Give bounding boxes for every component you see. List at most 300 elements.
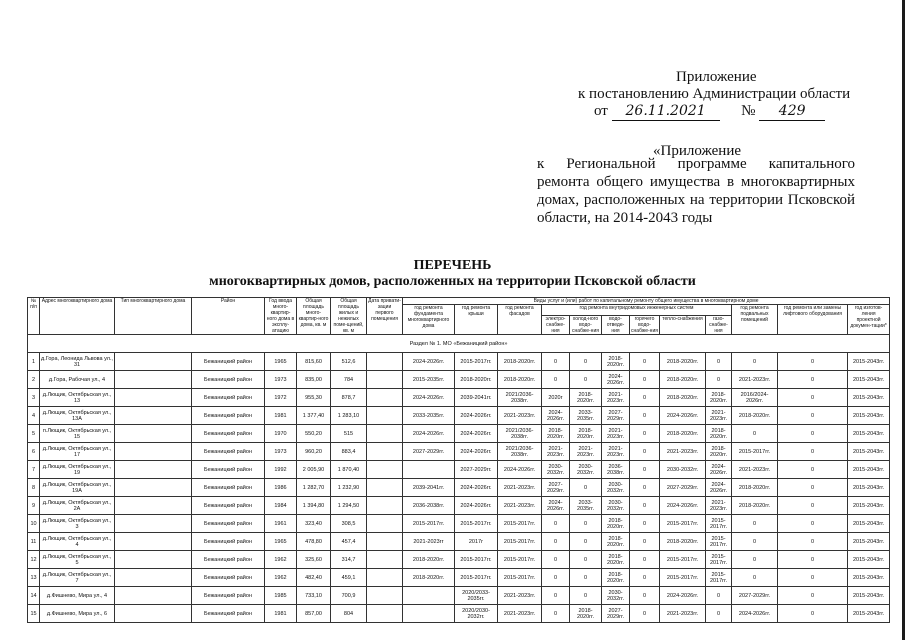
row-hot-water: 0 [630, 461, 660, 479]
row-hot-water: 0 [630, 515, 660, 533]
row-hot-water: 0 [630, 533, 660, 551]
row-design-doc: 2015-2043гг. [848, 515, 890, 533]
col-elevator: год ремонта или замены лифтового оборудования [778, 305, 848, 335]
row-basement: 2024-2026гг. [732, 605, 778, 623]
row-district: Бежаницкий район [192, 497, 265, 515]
row-number: 2 [28, 371, 40, 389]
table-row [28, 353, 890, 371]
row-address: д.Лющик, Октябрьская ул., 13 [40, 389, 115, 407]
row-heat: 2021-2023гг. [660, 605, 706, 623]
row-priv-date [367, 605, 403, 623]
row-sewer: 2021-2023гг. [602, 389, 630, 407]
row-living-area: 314,7 [331, 551, 367, 569]
row-number: 13 [28, 569, 40, 587]
row-district: Бежаницкий район [192, 605, 265, 623]
row-elevator: 0 [778, 551, 848, 569]
row-living-area: 515 [331, 425, 367, 443]
row-facade: 2021/2036-2038гг. [498, 443, 542, 461]
row-elevator: 0 [778, 497, 848, 515]
row-cold-water: 2018-2020гг. [570, 425, 602, 443]
col-foundation: год ремонта фундамента многоквартирного дома [403, 305, 455, 335]
row-cold-water: 0 [570, 353, 602, 371]
row-address: д.Лющик, Октябрьская ул., 2А [40, 497, 115, 515]
row-total-area: 2 005,90 [297, 461, 331, 479]
row-address: д.Гора, Леонида Львова ул., 31 [40, 353, 115, 371]
row-elevator: 0 [778, 587, 848, 605]
row-number: 8 [28, 479, 40, 497]
row-total-area: 323,40 [297, 515, 331, 533]
row-hot-water: 0 [630, 389, 660, 407]
row-sewer: 2018-2020гг. [602, 353, 630, 371]
row-number: 7 [28, 461, 40, 479]
row-type [115, 461, 192, 479]
row-elevator: 0 [778, 479, 848, 497]
row-number: 5 [28, 425, 40, 443]
row-electric: 0 [542, 533, 570, 551]
row-foundation: 2021-2023гг [403, 533, 455, 551]
row-priv-date [367, 497, 403, 515]
row-roof: 2015-2017гг. [455, 569, 498, 587]
table-row [28, 407, 890, 425]
row-district: Бежаницкий район [192, 533, 265, 551]
row-gas: 2015-2017гг. [706, 551, 732, 569]
row-district: Бежаницкий район [192, 407, 265, 425]
row-design-doc: 2015-2043гг. [848, 425, 890, 443]
row-living-area: 1 870,40 [331, 461, 367, 479]
row-number: 11 [28, 533, 40, 551]
row-heat: 2015-2017гг. [660, 515, 706, 533]
row-cold-water: 2018-2020гг. [570, 389, 602, 407]
row-heat: 2024-2026гг. [660, 497, 706, 515]
row-sewer: 2021-2023гг. [602, 425, 630, 443]
row-facade: 2018-2020гг. [498, 353, 542, 371]
row-design-doc: 2015-2043гг. [848, 479, 890, 497]
row-basement: 2018-2020гг. [732, 479, 778, 497]
row-facade: 2021-2023гг. [498, 587, 542, 605]
row-roof: 2020/2030-2032гг. [455, 605, 498, 623]
row-address: д.Лющик, Октябрьская ул., 19 [40, 461, 115, 479]
row-design-doc: 2015-2043гг. [848, 551, 890, 569]
table-row [28, 515, 890, 533]
ot-label: от [594, 103, 608, 119]
row-electric: 0 [542, 605, 570, 623]
col-num: № п/п [28, 298, 40, 335]
row-gas: 0 [706, 353, 732, 371]
row-type [115, 425, 192, 443]
table-row [28, 569, 890, 587]
row-type [115, 533, 192, 551]
row-roof: 2020/2033-2035гг. [455, 587, 498, 605]
row-electric: 2021-2023гг. [542, 443, 570, 461]
col-hot-water: горячего водо-снабже-ния [631, 316, 658, 334]
program-description: к Региональной программе капитального ремонта общего имущества в многоквартирных домах, расположенных на территории Псковской области, на 2014-2043 годы [537, 156, 855, 226]
row-year: 1986 [265, 479, 297, 497]
row-basement: 2021-2023гг. [732, 371, 778, 389]
row-priv-date [367, 551, 403, 569]
row-hot-water: 0 [630, 587, 660, 605]
row-elevator: 0 [778, 371, 848, 389]
row-electric: 0 [542, 569, 570, 587]
row-priv-date [367, 371, 403, 389]
row-gas: 2018-2020гг. [706, 443, 732, 461]
row-design-doc: 2015-2043гг. [848, 389, 890, 407]
row-basement: 2021-2023гг. [732, 461, 778, 479]
row-year: 1985 [265, 587, 297, 605]
row-elevator: 0 [778, 533, 848, 551]
row-cold-water: 0 [570, 371, 602, 389]
row-foundation: 2027-2029гг. [403, 443, 455, 461]
row-cold-water: 2033-2035гг. [570, 497, 602, 515]
row-heat: 2024-2026гг. [660, 587, 706, 605]
row-electric: 2020г [542, 389, 570, 407]
row-number: 9 [28, 497, 40, 515]
row-basement: 2018-2020гг. [732, 497, 778, 515]
row-number: 12 [28, 551, 40, 569]
row-priv-date [367, 533, 403, 551]
row-design-doc: 2015-2043гг. [848, 587, 890, 605]
row-roof: 2015-2017гг. [455, 515, 498, 533]
row-living-area: 784 [331, 371, 367, 389]
row-elevator: 0 [778, 569, 848, 587]
row-hot-water: 0 [630, 425, 660, 443]
row-address: д.Лющик, Октябрьская ул., 13А [40, 407, 115, 425]
row-foundation: 2024-2026гг. [403, 425, 455, 443]
row-cold-water: 0 [570, 515, 602, 533]
row-gas: 2015-2017гг. [706, 569, 732, 587]
row-basement: 0 [732, 515, 778, 533]
row-gas: 2021-2023гг. [706, 497, 732, 515]
row-cold-water: 0 [570, 479, 602, 497]
row-year: 1992 [265, 461, 297, 479]
row-year: 1972 [265, 389, 297, 407]
row-district: Бежаницкий район [192, 569, 265, 587]
date-field [612, 102, 720, 121]
row-sewer: 2021-2023гг. [602, 443, 630, 461]
row-sewer: 2018-2020гг. [602, 533, 630, 551]
row-number: 15 [28, 605, 40, 623]
row-hot-water: 0 [630, 407, 660, 425]
table-row [28, 497, 890, 515]
row-cold-water: 2033-2035гг. [570, 407, 602, 425]
table-row [28, 389, 890, 407]
row-heat: 2027-2029гг. [660, 479, 706, 497]
resolution-line: к постановлению Администрации области [578, 86, 851, 102]
row-hot-water: 0 [630, 443, 660, 461]
row-total-area: 955,30 [297, 389, 331, 407]
row-cold-water: 2030-2032гг. [570, 461, 602, 479]
row-total-area: 857,00 [297, 605, 331, 623]
row-living-area: 459,1 [331, 569, 367, 587]
row-electric: 2030-2032гг. [542, 461, 570, 479]
table-row [28, 605, 890, 623]
row-electric: 2027-2029гг. [542, 479, 570, 497]
row-elevator: 0 [778, 407, 848, 425]
row-heat: 2015-2017гг. [660, 551, 706, 569]
row-year: 1973 [265, 443, 297, 461]
row-cold-water: 2018-2020гг. [570, 605, 602, 623]
row-heat: 2018-2020гг. [660, 371, 706, 389]
row-type [115, 569, 192, 587]
row-living-area: 308,5 [331, 515, 367, 533]
row-type [115, 371, 192, 389]
row-facade: 2015-2017гг. [498, 515, 542, 533]
col-cold-water: холод-ного водо-снабже-ния [570, 316, 602, 335]
handwritten-number: 429 [778, 103, 806, 119]
col-basement: год ремонта подвальных помещений [732, 305, 778, 335]
row-number: 14 [28, 587, 40, 605]
row-type [115, 407, 192, 425]
number-label: № [741, 103, 756, 119]
row-gas: 0 [706, 371, 732, 389]
row-sewer: 2018-2020гг. [602, 569, 630, 587]
col-year-built: Год ввода много-квартир-ного дома в эксплу-атацию [265, 298, 297, 335]
row-electric: 0 [542, 353, 570, 371]
row-design-doc: 2015-2043гг. [848, 605, 890, 623]
row-type [115, 515, 192, 533]
document-title: ПЕРЕЧЕНЬ [413, 258, 492, 273]
row-roof: 2024-2026гг. [455, 407, 498, 425]
row-type [115, 389, 192, 407]
table-row [28, 425, 890, 443]
row-design-doc: 2015-2043гг. [848, 569, 890, 587]
row-roof: 2018-2020гг. [455, 371, 498, 389]
row-hot-water: 0 [630, 479, 660, 497]
row-roof: 2024-2026гг. [455, 425, 498, 443]
row-year: 1961 [265, 515, 297, 533]
row-type [115, 353, 192, 371]
row-cold-water: 0 [570, 551, 602, 569]
row-electric: 2024-2026гг. [542, 407, 570, 425]
row-electric: 0 [542, 551, 570, 569]
row-gas: 2021-2023гг. [706, 407, 732, 425]
row-electric: 2018-2020гг. [542, 425, 570, 443]
row-living-area: 1 294,50 [331, 497, 367, 515]
col-facade: год ремонта фасадов [498, 305, 542, 335]
row-year: 1965 [265, 533, 297, 551]
col-type: Тип многоквартирного дома [115, 298, 192, 335]
col-heat: тепло-снабжения [660, 316, 706, 335]
row-total-area: 960,20 [297, 443, 331, 461]
table-row [28, 533, 890, 551]
row-hot-water: 0 [630, 605, 660, 623]
row-basement: 0 [732, 569, 778, 587]
row-design-doc: 2015-2043гг. [848, 407, 890, 425]
row-roof: 2015-2017гг. [455, 353, 498, 371]
row-total-area: 325,60 [297, 551, 331, 569]
table-row [28, 587, 890, 605]
row-year: 1981 [265, 605, 297, 623]
row-total-area: 1 377,40 [297, 407, 331, 425]
row-basement: 2027-2029гг. [732, 587, 778, 605]
row-address: д.Лющик, Октябрьская ул., 3 [40, 515, 115, 533]
row-number: 1 [28, 353, 40, 371]
row-living-area: 1 232,90 [331, 479, 367, 497]
row-elevator: 0 [778, 605, 848, 623]
row-design-doc: 2015-2043гг. [848, 353, 890, 371]
row-district: Бежаницкий район [192, 425, 265, 443]
row-sewer: 2018-2020гг. [602, 551, 630, 569]
row-gas: 2018-2020гг. [706, 389, 732, 407]
row-district: Бежаницкий район [192, 461, 265, 479]
row-number: 6 [28, 443, 40, 461]
row-address: д.Лющик, Октябрьская ул., 7 [40, 569, 115, 587]
row-heat: 2024-2026гг. [660, 407, 706, 425]
col-privatization-date: Дата привати-зации первого помещения [367, 298, 403, 335]
section-row: Раздел № 1. МО «Бежаницкий район» [28, 335, 890, 353]
row-living-area: 878,7 [331, 389, 367, 407]
row-hot-water: 0 [630, 569, 660, 587]
row-district: Бежаницкий район [192, 389, 265, 407]
row-year: 1970 [265, 425, 297, 443]
row-gas: 2024-2026гг. [706, 479, 732, 497]
row-type [115, 443, 192, 461]
handwritten-date: 26.11.2021 [625, 103, 706, 119]
row-roof: 2017г [455, 533, 498, 551]
row-district: Бежаницкий район [192, 587, 265, 605]
row-roof: 2027-2029гг. [455, 461, 498, 479]
row-basement: 2018-2020гг. [732, 407, 778, 425]
row-electric: 0 [542, 587, 570, 605]
row-basement: 0 [732, 533, 778, 551]
col-living-area: Общая площадь жилых и нежилых поме-щений, кв. м [331, 298, 367, 335]
row-foundation: 2015-2017гг. [403, 515, 455, 533]
row-roof: 2039-2041гг. [455, 389, 498, 407]
row-facade: 2024-2026гг. [498, 461, 542, 479]
row-elevator: 0 [778, 461, 848, 479]
row-electric: 0 [542, 515, 570, 533]
row-foundation: 2018-2020гг. [403, 551, 455, 569]
row-priv-date [367, 479, 403, 497]
row-priv-date [367, 515, 403, 533]
row-heat: 2018-2020гг. [660, 353, 706, 371]
program-annex-label: «Приложение [653, 143, 742, 159]
col-gas: газо-снабже-ния [706, 316, 732, 335]
row-facade: 2021-2023гг. [498, 497, 542, 515]
row-living-area: 804 [331, 605, 367, 623]
row-foundation: 2015-2035гг. [403, 371, 455, 389]
col-sewer: водо-отведе-ния [602, 316, 630, 335]
row-facade: 2021-2023гг. [498, 479, 542, 497]
row-year: 1962 [265, 551, 297, 569]
row-electric: 2024-2026гг. [542, 497, 570, 515]
col-total-area: Общая площадь много-квартир-ного дома, кв. м [297, 298, 331, 335]
row-living-area: 700,9 [331, 587, 367, 605]
row-foundation: 2024-2026гг. [403, 353, 455, 371]
row-gas: 2018-2020гг. [706, 425, 732, 443]
row-total-area: 1 394,80 [297, 497, 331, 515]
row-type [115, 479, 192, 497]
row-sewer: 2030-2032гг. [602, 587, 630, 605]
row-district: Бежаницкий район [192, 551, 265, 569]
number-field [759, 102, 825, 121]
row-facade: 2015-2017гг. [498, 569, 542, 587]
row-elevator: 0 [778, 515, 848, 533]
col-address: Адрес многоквартирного дома [40, 298, 115, 335]
row-address: д.Лющик, Октябрьская ул., 4 [40, 533, 115, 551]
row-year: 1962 [265, 569, 297, 587]
row-address: д.Лющик, Октябрьская ул., 5 [40, 551, 115, 569]
row-living-area: 883,4 [331, 443, 367, 461]
row-year: 1973 [265, 371, 297, 389]
row-elevator: 0 [778, 389, 848, 407]
row-priv-date [367, 425, 403, 443]
row-sewer: 2018-2020гг. [602, 515, 630, 533]
row-basement: 0 [732, 551, 778, 569]
row-address: п.Лющик, Октябрьская ул., 15 [40, 425, 115, 443]
table-row [28, 443, 890, 461]
date-number-line [594, 102, 825, 121]
row-district: Бежаницкий район [192, 515, 265, 533]
row-sewer: 2036-2038гг. [602, 461, 630, 479]
row-foundation [403, 605, 455, 623]
row-roof: 2024-2026гг. [455, 443, 498, 461]
document-subtitle: многоквартирных домов, расположенных на территории Псковской области [209, 274, 696, 289]
row-number: 3 [28, 389, 40, 407]
row-design-doc: 2015-2043гг. [848, 497, 890, 515]
row-district: Бежаницкий район [192, 371, 265, 389]
row-year: 1984 [265, 497, 297, 515]
row-address: д.Лющик, Октябрьская ул., 17 [40, 443, 115, 461]
row-total-area: 815,60 [297, 353, 331, 371]
row-priv-date [367, 569, 403, 587]
row-gas: 2024-2026гг. [706, 461, 732, 479]
row-foundation: 2033-2035гг. [403, 407, 455, 425]
row-heat: 2021-2023гг. [660, 443, 706, 461]
row-heat: 2018-2020гг. [660, 425, 706, 443]
row-living-area: 1 283,10 [331, 407, 367, 425]
col-design-doc: год изготов-ления проектной докумен-тации* [848, 305, 890, 335]
row-district: Бежаницкий район [192, 353, 265, 371]
row-sewer: 2030-2032гг. [602, 479, 630, 497]
table-row [28, 479, 890, 497]
row-sewer: 2027-2029гг. [602, 407, 630, 425]
row-design-doc: 2015-2043гг. [848, 533, 890, 551]
row-sewer: 2027-2029гг. [602, 605, 630, 623]
row-number: 4 [28, 407, 40, 425]
row-facade: 2018-2020гг. [498, 371, 542, 389]
row-foundation: 2039-2041гг. [403, 479, 455, 497]
table-row [28, 461, 890, 479]
row-cold-water: 2021-2023гг. [570, 443, 602, 461]
row-year: 1981 [265, 407, 297, 425]
row-heat: 2018-2020гг. [660, 533, 706, 551]
row-type [115, 605, 192, 623]
row-hot-water: 0 [630, 551, 660, 569]
row-foundation [403, 587, 455, 605]
row-district: Бежаницкий район [192, 443, 265, 461]
row-sewer: 2030-2032гг. [602, 497, 630, 515]
row-type [115, 587, 192, 605]
row-priv-date [367, 407, 403, 425]
col-systems-group: год ремонта внутридомовых инженерных систем [542, 305, 732, 316]
col-roof: год ремонта крыши [455, 305, 498, 335]
col-services-group: Виды услуг и (или) работ по капитальному ремонту общего имущества в многоквартирном доме [403, 298, 890, 305]
row-basement: 0 [732, 425, 778, 443]
row-year: 1965 [265, 353, 297, 371]
row-address: д.Лющик, Октябрьская ул., 19А [40, 479, 115, 497]
row-hot-water: 0 [630, 497, 660, 515]
row-roof: 2024-2026гг. [455, 497, 498, 515]
row-elevator: 0 [778, 425, 848, 443]
row-foundation: 2018-2020гг. [403, 569, 455, 587]
col-electric: электро-снабже-ния [542, 316, 570, 335]
row-cold-water: 0 [570, 533, 602, 551]
row-total-area: 1 282,70 [297, 479, 331, 497]
row-sewer: 2024-2026гг. [602, 371, 630, 389]
row-gas: 0 [706, 605, 732, 623]
row-total-area: 835,00 [297, 371, 331, 389]
row-gas: 0 [706, 587, 732, 605]
